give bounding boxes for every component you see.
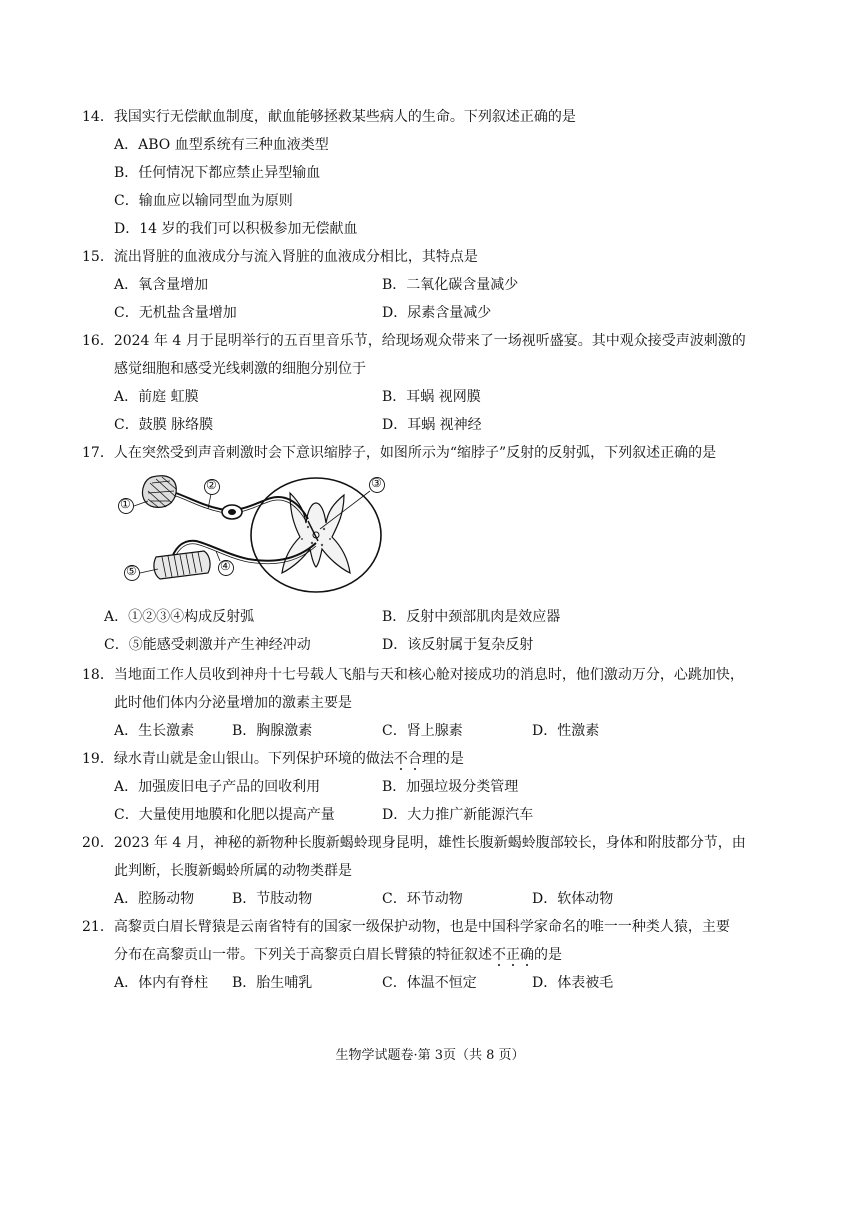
question-stem-cont: 分布在高黎贡山一带。下列关于高黎贡白眉长臂猿的特征叙述不正确的是 (114, 947, 562, 963)
question-stem: 18．当地面工作人员收到神舟十七号载人飞船与天和核心舱对接成功的消息时，他们激动万分，心跳加快， (82, 667, 744, 683)
question-stem: 19．绿水青山就是金山银山。下列保护环境的做法不合理的是 (82, 751, 464, 767)
question-21 (82, 913, 782, 997)
effector-5 (154, 551, 210, 579)
reflex-arc-figure (112, 469, 388, 593)
option-b: B．胸腺激素 (232, 723, 313, 739)
question-15 (82, 243, 782, 327)
option-b: B．任何情况下都应禁止异型输血 (114, 165, 321, 181)
option-a: A．前庭 虹膜 (114, 389, 199, 405)
option-d: D．体表被毛 (532, 975, 614, 991)
question-stem-cont: 此时他们体内分泌量增加的激素主要是 (114, 695, 352, 711)
option-a: A．加强废旧电子产品的回收利用 (114, 779, 321, 795)
figure-label-1: ① (120, 497, 131, 511)
question-14 (82, 103, 782, 243)
question-stem-cont: 此判断，长腹新蝎蛉所属的动物类群是 (114, 863, 352, 879)
emphasis-char: 正 (506, 947, 520, 963)
option-c: C．大量使用地膜和化肥以提高产量 (114, 807, 335, 823)
question-19 (82, 745, 782, 829)
option-c: C．肾上腺素 (382, 723, 463, 739)
question-stem: 20．2023 年 4 月，神秘的新物种长腹新蝎蛉现身昆明，雄性长腹新蝎蛉腹部较长，身体和附肢都分节，由 (82, 835, 746, 851)
option-a: A．生长激素 (114, 723, 195, 739)
question-stem-cont: 感觉细胞和感受光线刺激的细胞分别位于 (114, 361, 366, 377)
figure-label-3: ③ (371, 476, 382, 490)
question-stem: 17．人在突然受到声音刺激时会下意识缩脖子，如图所示为“缩脖子”反射的反射弧，下列叙述正确的是 (82, 445, 717, 461)
emphasis-char: 不 (492, 947, 506, 963)
option-b: B．耳蜗 视网膜 (382, 389, 481, 405)
option-d: D．耳蜗 视神经 (382, 417, 482, 433)
option-a: A．ABO 血型系统有三种血液类型 (114, 137, 329, 153)
option-b: B．二氧化碳含量减少 (382, 277, 519, 293)
figure-label-5: ⑤ (126, 564, 137, 578)
option-c: C．输血应以输同型血为原则 (114, 193, 293, 209)
emphasis-char: 确 (520, 947, 534, 963)
option-d: D．尿素含量减少 (382, 305, 492, 321)
option-a: A．体内有脊柱 (114, 975, 209, 991)
question-stem: 15．流出肾脏的血液成分与流入肾脏的血液成分相比，其特点是 (82, 249, 478, 265)
emphasis-char: 不 (393, 751, 408, 767)
question-20 (82, 829, 782, 913)
figure-label-2: ② (206, 478, 217, 492)
option-b: B．节肢动物 (232, 891, 313, 907)
option-b: B．胎生哺乳 (232, 975, 313, 991)
option-d: D．14 岁的我们可以积极参加无偿献血 (114, 221, 358, 237)
option-d: D．软体动物 (532, 891, 614, 907)
option-a: A．氧含量增加 (114, 277, 209, 293)
question-stem: 21．高黎贡白眉长臂猿是云南省特有的国家一级保护动物，也是中国科学家命名的唯一一种类人猿，主要 (82, 919, 730, 935)
option-c: C．环节动物 (382, 891, 463, 907)
option-c: C．鼓膜 脉络膜 (114, 417, 214, 433)
page-footer: 生物学试题卷·第 3页（共 8 页） (335, 1048, 525, 1063)
option-b: B．反射中颈部肌肉是效应器 (382, 609, 561, 625)
option-c: C．无机盐含量增加 (114, 305, 237, 321)
option-b: B．加强垃圾分类管理 (382, 779, 519, 795)
question-stem: 14．我国实行无偿献血制度，献血能够拯救某些病人的生命。下列叙述正确的是 (82, 109, 576, 125)
option-a: A．①②③④构成反射弧 (104, 609, 255, 625)
question-17 (82, 439, 782, 467)
question-stem: 16．2024 年 4 月于昆明举行的五百里音乐节，给现场观众带来了一场视听盛宴。其中观众接受声波刺激的 (82, 333, 746, 349)
option-c: C．⑤能感受刺激并产生神经冲动 (104, 637, 311, 653)
receptor-1 (142, 476, 176, 508)
question-17-options (82, 603, 782, 659)
question-18 (82, 661, 782, 745)
option-d: D．性激素 (532, 723, 600, 739)
emphasis-char: 合 (407, 751, 422, 767)
option-a: A．腔肠动物 (114, 891, 195, 907)
figure-label-4: ④ (220, 559, 231, 573)
option-d: D．大力推广新能源汽车 (382, 807, 534, 823)
question-16 (82, 327, 782, 439)
option-d: D．该反射属于复杂反射 (382, 637, 534, 653)
option-c: C．体温不恒定 (382, 975, 477, 991)
